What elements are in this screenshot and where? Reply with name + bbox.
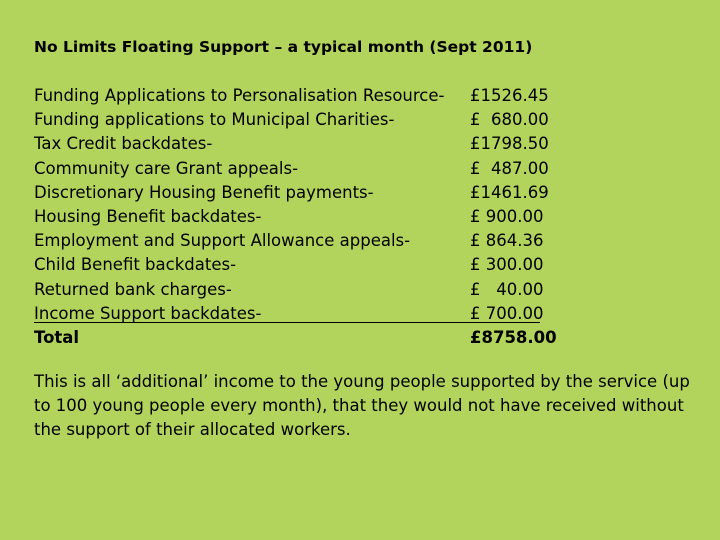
- income-row: [34, 229, 594, 253]
- income-row: [34, 132, 594, 156]
- total-underline: [34, 322, 540, 323]
- row-label: Tax Credit backdates-: [34, 134, 213, 154]
- row-label: Returned bank charges-: [34, 279, 232, 299]
- row-amount: £1461.69: [470, 182, 549, 202]
- income-row: [34, 302, 594, 326]
- slide-title: No Limits Floating Support – a typical month (Sept 2011): [34, 38, 533, 56]
- income-row: [34, 253, 594, 277]
- income-row: [34, 205, 594, 229]
- row-amount: £ 487.00: [470, 158, 549, 178]
- row-amount: £ 680.00: [470, 110, 549, 130]
- income-row: [34, 278, 594, 302]
- row-label: Child Benefit backdates-: [34, 255, 237, 275]
- total-label: Total: [34, 327, 80, 347]
- income-row: [34, 181, 594, 205]
- summary-note: This is all ‘additional’ income to the young people supported by the service (up to 100 young people every month), that they would not have received without the support of their allocated workers.: [34, 372, 690, 439]
- row-label: Community care Grant appeals-: [34, 158, 299, 178]
- row-amount: £ 300.00: [470, 255, 544, 275]
- income-row: [34, 157, 594, 181]
- row-amount: £ 700.00: [470, 303, 544, 323]
- row-label: Funding Applications to Personalisation Resource-: [34, 86, 445, 105]
- row-amount: £ 40.00: [470, 279, 544, 299]
- total-row: [34, 326, 594, 350]
- row-label: Discretionary Housing Benefit payments-: [34, 182, 374, 202]
- row-amount: £ 864.36: [470, 231, 544, 251]
- income-row: [34, 84, 594, 108]
- row-label: Funding applications to Municipal Charities-: [34, 110, 395, 130]
- row-amount: £1526.45: [470, 86, 549, 105]
- income-table: [34, 84, 594, 350]
- row-amount: £1798.50: [470, 134, 549, 154]
- row-amount: £ 900.00: [470, 206, 544, 226]
- total-amount: £8758.00: [470, 327, 557, 347]
- row-label: Housing Benefit backdates-: [34, 206, 262, 226]
- row-label: Employment and Support Allowance appeals-: [34, 231, 411, 251]
- row-label: Income Support backdates-: [34, 303, 262, 323]
- income-row: [34, 108, 594, 132]
